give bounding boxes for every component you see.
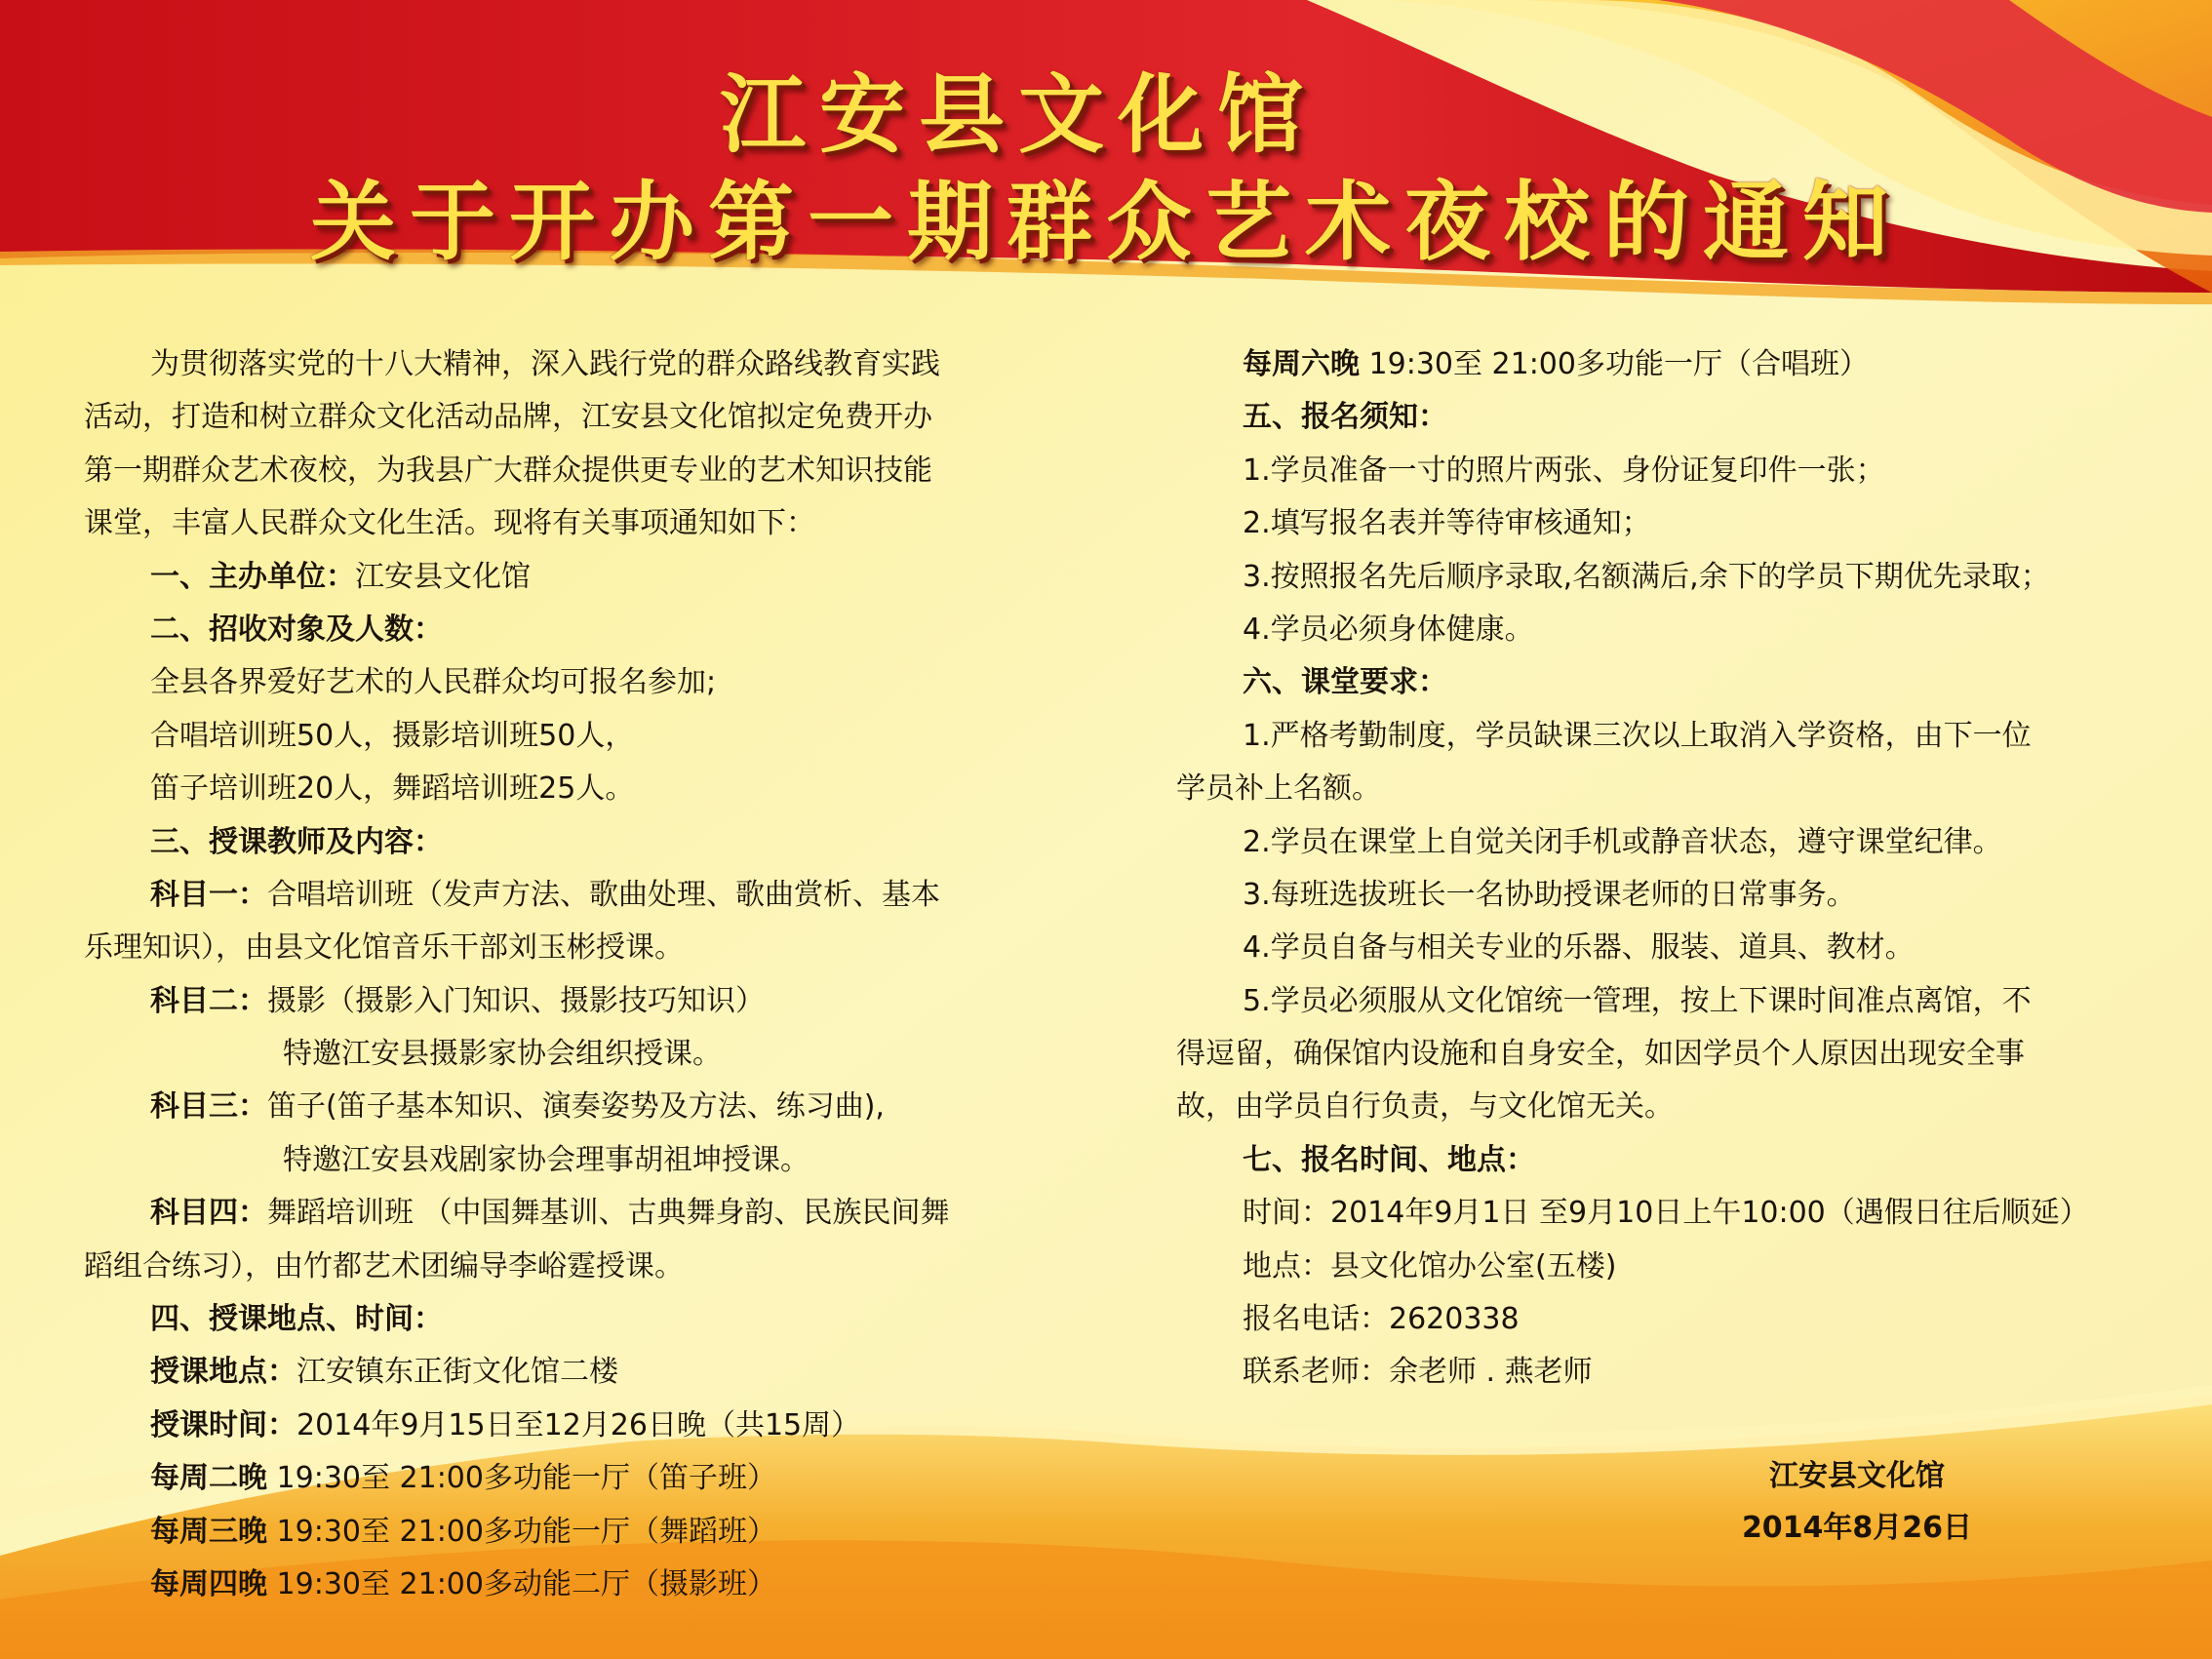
- section-6-item-2: 2.学员在课堂上自觉关闭手机或静音状态，遵守课堂纪律。: [1243, 824, 2002, 859]
- intro-line-4: 课堂，丰富人民群众文化生活。现将有关事项通知如下：: [84, 506, 815, 541]
- section-5-item-3: 3.按照报名先后顺序录取,名额满后,余下的学员下期优先录取；: [1243, 559, 2050, 594]
- class-place-label: 授课地点：: [150, 1355, 296, 1390]
- subject-2-text: 摄影（摄影入门知识、摄影技巧知识）: [267, 983, 765, 1018]
- registration-time: 时间：2014年9月1日 至9月10日上午10:00（遇假日往后顺延）: [1243, 1196, 2089, 1231]
- left-column: [84, 338, 1049, 1611]
- section-2-line-1: 全县各界爱好艺术的人民群众均可报名参加;: [150, 665, 717, 700]
- subject-4-line-1: [84, 1187, 1049, 1240]
- wednesday-value: 19:30至 21:00多功能一厅（舞蹈班）: [267, 1514, 776, 1549]
- signature-date: 2014年8月26日: [1741, 1511, 1973, 1545]
- section-2-heading-text: 二、招收对象及人数：: [150, 612, 443, 647]
- schedule-thursday: [84, 1559, 1049, 1611]
- subject-3-text: 笛子(笛子基本知识、演奏姿势及方法、练习曲),: [267, 1089, 885, 1125]
- subject-4-line-2: 蹈组合练习），由竹都艺术团编导李峪霆授课。: [84, 1248, 684, 1284]
- section-3-heading: [84, 816, 1049, 869]
- tuesday-label: 每周二晚: [150, 1461, 267, 1496]
- contact-teachers: 联系老师：余老师 . 燕老师: [1243, 1355, 1593, 1390]
- subject-3-label: 科目三：: [150, 1089, 267, 1125]
- subject-3-line-1: [84, 1081, 1049, 1133]
- class-time-value: 2014年9月15日至12月26日晚（共15周）: [296, 1407, 861, 1442]
- thursday-label: 每周四晚: [150, 1566, 267, 1601]
- subject-2-label: 科目二：: [150, 983, 267, 1018]
- registration-place: 地点：县文化馆办公室(五楼): [1243, 1248, 1617, 1284]
- tuesday-value: 19:30至 21:00多功能一厅（笛子班）: [267, 1461, 776, 1496]
- saturday-label: 每周六晚: [1243, 347, 1360, 381]
- intro-line-3: 第一期群众艺术夜校，为我县广大群众提供更专业的艺术知识技能: [84, 453, 932, 488]
- section-1: [84, 551, 1049, 604]
- section-2-heading: [84, 604, 1049, 656]
- section-6-item-5b: 得逗留，确保馆内设施和自身安全，如因学员个人原因出现安全事: [1176, 1037, 2025, 1072]
- subject-1-line-1: [84, 869, 1049, 922]
- section-6-heading: [1176, 656, 2161, 709]
- section-1-label: 一、主办单位：: [150, 559, 355, 594]
- subject-2-line-2: 特邀江安县摄影家协会组织授课。: [283, 1037, 722, 1072]
- section-4-heading: [84, 1293, 1049, 1346]
- section-6-item-4: 4.学员自备与相关专业的乐器、服装、道具、教材。: [1243, 930, 1915, 966]
- intro-line-2: 活动，打造和树立群众文化活动品牌，江安县文化馆拟定免费开办: [84, 400, 932, 435]
- section-4-heading-text: 四、授课地点、时间：: [150, 1302, 443, 1337]
- subject-2-line-1: [84, 975, 1049, 1028]
- subject-1-line-2: 乐理知识），由县文化馆音乐干部刘玉彬授课。: [84, 930, 684, 966]
- subject-1-label: 科目一：: [150, 877, 267, 912]
- section-6-item-1b: 学员补上名额。: [1176, 771, 1381, 807]
- class-place-value: 江安镇东正街文化馆二楼: [296, 1355, 618, 1390]
- section-5-heading-text: 五、报名须知：: [1243, 400, 1447, 435]
- class-time: [84, 1400, 1049, 1452]
- section-2-line-3: 笛子培训班20人，舞蹈培训班25人。: [150, 771, 635, 807]
- section-6-item-3: 3.每班选拔班长一名协助授课老师的日常事务。: [1243, 877, 1856, 912]
- section-7-heading-text: 七、报名时间、地点：: [1243, 1142, 1535, 1177]
- signature-org: 江安县文化馆: [1769, 1459, 1945, 1493]
- intro-line-1: 为贯彻落实党的十八大精神，深入践行党的群众路线教育实践: [150, 347, 940, 381]
- wednesday-label: 每周三晚: [150, 1514, 267, 1549]
- thursday-value: 19:30至 21:00多动能二厅（摄影班）: [267, 1566, 776, 1601]
- section-6-item-1a: 1.严格考勤制度，学员缺课三次以上取消入学资格，由下一位: [1243, 718, 2032, 753]
- section-5-item-1: 1.学员准备一寸的照片两张、身份证复印件一张；: [1243, 453, 1885, 488]
- title-line-2: 关于开办第一期群众艺术夜校的通知: [309, 172, 1902, 272]
- schedule-wednesday: [84, 1506, 1049, 1559]
- section-6-item-5c: 故，由学员自行负责，与文化馆无关。: [1176, 1089, 1674, 1125]
- title-line-1: 江安县文化馆: [719, 64, 1317, 165]
- class-place: [84, 1346, 1049, 1399]
- section-5-heading: [1176, 391, 2161, 444]
- section-7-heading: [1176, 1134, 2161, 1187]
- section-1-value: 江安县文化馆: [355, 559, 531, 594]
- section-2-line-2: 合唱培训班50人，摄影培训班50人，: [150, 718, 635, 753]
- subject-1-text: 合唱培训班（发声方法、歌曲处理、歌曲赏析、基本: [267, 877, 940, 912]
- section-6-item-5a: 5.学员必须服从文化馆统一管理，按上下课时间准点离馆，不: [1243, 983, 2032, 1018]
- section-6-heading-text: 六、课堂要求：: [1243, 665, 1447, 700]
- subject-4-text: 舞蹈培训班 （中国舞基训、古典舞身韵、民族民间舞: [267, 1196, 950, 1231]
- schedule-saturday: [1176, 338, 2161, 391]
- subject-4-label: 科目四：: [150, 1196, 267, 1231]
- class-time-label: 授课时间：: [150, 1407, 296, 1442]
- section-5-item-4: 4.学员必须身体健康。: [1243, 612, 1534, 647]
- section-5-item-2: 2.填写报名表并等待审核通知；: [1243, 506, 1651, 541]
- section-3-heading-text: 三、授课教师及内容：: [150, 824, 443, 859]
- subject-3-line-2: 特邀江安县戏剧家协会理事胡祖坤授课。: [283, 1142, 810, 1177]
- registration-phone: 报名电话：2620338: [1243, 1302, 1520, 1337]
- right-column: [1176, 338, 2161, 1400]
- saturday-value: 19:30至 21:00多功能一厅（合唱班）: [1360, 347, 1869, 381]
- schedule-tuesday: [84, 1452, 1049, 1505]
